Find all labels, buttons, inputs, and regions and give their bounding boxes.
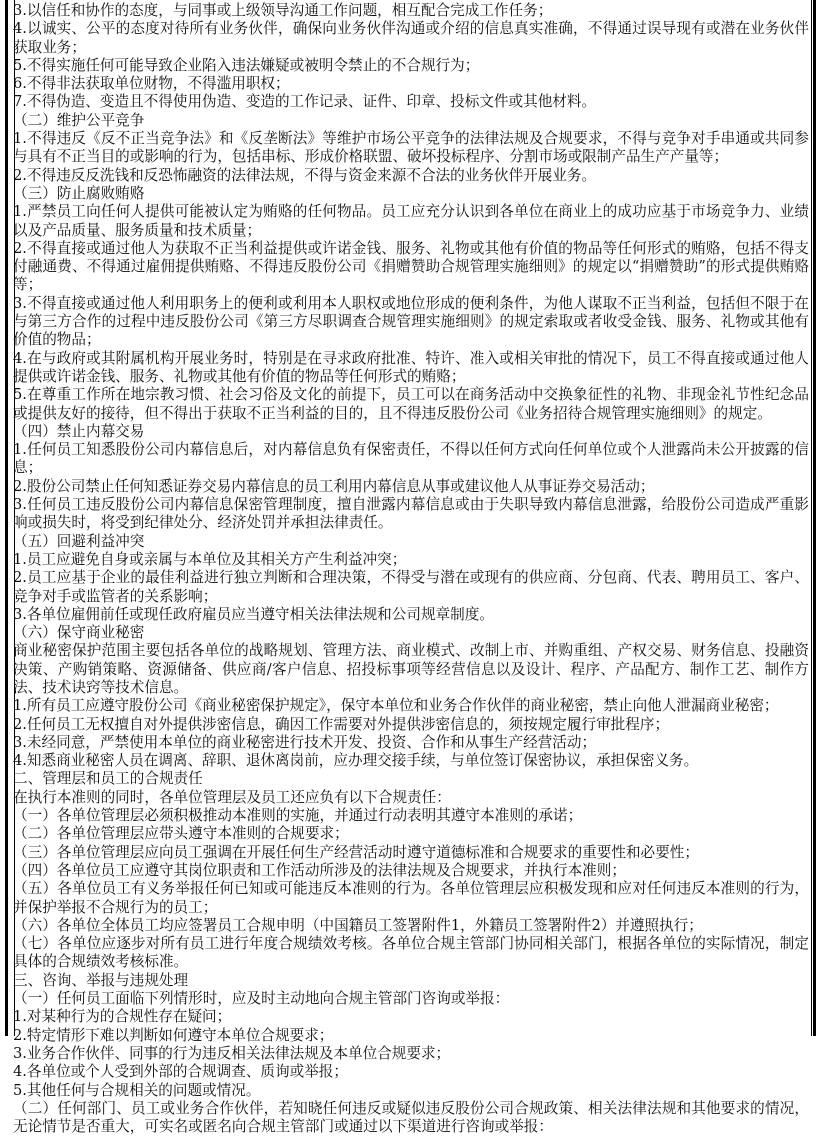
list-item: 1.不得违反《反不正当竞争法》和《反垄断法》等维护市场公平竞争的法律法规及合规要求，不得与竞争对手串通或共同参与具有不正当目的或影响的行为，包括串标、形成价格联盟、破坏投标程序、分割市场或限制产品生产产量等； — [13, 130, 809, 166]
chapter-heading: 二、管理层和员工的合规责任 — [13, 770, 203, 788]
list-item: （一）任何员工面临下列情形时，应及时主动地向合规主管部门咨询或举报： — [13, 990, 510, 1008]
list-item: 6.不得非法获取单位财物，不得滥用职权； — [13, 75, 290, 93]
list-item: （二）各单位管理层应带头遵守本准则的合规要求； — [13, 825, 349, 843]
list-item: 7.不得伪造、变造且不得使用伪造、变造的工作记录、证件、印章、投标文件或其他材料。 — [13, 93, 597, 111]
section-heading: （三）防止腐败贿赂 — [13, 184, 145, 202]
list-item: 3.未经同意，严禁使用本单位的商业秘密进行技术开发、投资、合作和从事生产经营活动； — [13, 733, 597, 751]
list-item: 3.不得直接或通过他人利用职务上的便利或利用本人职权或地位形成的便利条件，为他人谋取不正当利益，包括但不限于在与第三方合作的过程中违反股份公司《第三方尽职调查合规管理实施细则》的规定索取或者收受金钱、服务、礼物或其他有价值的物品； — [13, 294, 809, 349]
list-item: 3.任何员工违反股份公司内幕信息保密管理制度，擅自泄露内幕信息或由于失职导致内幕信息泄露，给股份公司造成严重影响或损失时，将受到纪律处分、经济处罚并承担法律责任。 — [13, 496, 809, 532]
list-item: 3.以信任和协作的态度，与同事或上级领导沟通工作问题，相互配合完成工作任务； — [13, 2, 553, 19]
list-item: 1.对某种行为的合规性存在疑问； — [13, 1008, 232, 1026]
paragraph: 在执行本准则的同时，各单位管理层及员工还应负有以下合规责任： — [13, 788, 451, 806]
list-item: 4.在与政府或其附属机构开展业务时，特别是在寻求政府批准、特许、准入或相关审批的情况下，员工不得直接或通过他人提供或许诺金钱、服务、礼物或其他有价值的物品等任何形式的贿赂； — [13, 349, 809, 385]
list-item: （七）各单位应逐步对所有员工进行年度合规绩效考核。各单位合规主管部门协同相关部门，根据各单位的实际情况，制定具体的合规绩效考核标准。 — [13, 935, 809, 971]
list-item: 4.以诚实、公平的态度对待所有业务伙伴，确保向业务伙伴沟通或介绍的信息真实准确，不得通过误导现有或潜在业务伙伴获取业务； — [13, 20, 809, 56]
list-item: （五）各单位员工有义务举报任何已知或可能违反本准则的行为。各单位管理层应积极发现和应对任何违反本准则的行为，并保护举报不合规行为的员工； — [13, 880, 809, 916]
list-item: （一）各单位管理层必须积极推动本准则的实施，并通过行动表明其遵守本准则的承诺； — [13, 807, 583, 825]
list-item: （三）各单位管理层应向员工强调在开展任何生产经营活动时遵守道德标准和合规要求的重要性和必要性； — [13, 843, 699, 861]
section-heading: （五）回避利益冲突 — [13, 532, 145, 550]
list-item: 3.业务合作伙伴、同事的行为违反相关法律法规及本单位合规要求； — [13, 1044, 451, 1062]
list-item: 2.员工应基于企业的最佳利益进行独立判断和合理决策，不得受与潜在或现有的供应商、分包商、代表、聘用员工、客户、竞争对手或监管者的关系影响； — [13, 569, 809, 605]
list-item: 1.严禁员工向任何人提供可能被认定为贿赂的任何物品。员工应充分认识到各单位在商业上的成功应基于市场竞争力、业绩以及产品质量、服务质量和技术质量； — [13, 203, 809, 239]
list-item: 1.员工应避免自身或亲属与本单位及其相关方产生利益冲突； — [13, 550, 407, 568]
list-item: 1.任何员工知悉股份公司内幕信息后，对内幕信息负有保密责任，不得以任何方式向任何单位或个人泄露尚未公开披露的信息； — [13, 441, 809, 477]
list-item: 4.知悉商业秘密人员在调离、辞职、退休离岗前，应办理交接手续，与单位签订保密协议，承担保密义务。 — [13, 752, 699, 770]
list-item: 2.不得违反反洗钱和反恐怖融资的法律法规，不得与资金来源不合法的业务伙伴开展业务。 — [13, 166, 597, 184]
section-heading: （四）禁止内幕交易 — [13, 422, 145, 440]
list-item: （二）任何部门、员工或业务合作伙伴，若知晓任何违反或疑似违反股份公司合规政策、相关法律法规和其他要求的情况，无论情节是否重大，可实名或匿名向合规主管部门或通过以下渠道进行咨询或举报： — [13, 1099, 809, 1136]
list-item: 3.各单位雇佣前任或现任政府雇员应当遵守相关法律法规和公司规章制度。 — [13, 605, 494, 623]
list-item: 5.不得实施任何可能导致企业陷入违法嫌疑或被明令禁止的不合规行为； — [13, 56, 480, 74]
section-heading: （六）保守商业秘密 — [13, 624, 145, 642]
list-item: （六）各单位全体员工均应签署员工合规申明（中国籍员工签署附件1，外籍员工签署附件2）并遵照执行； — [13, 916, 703, 934]
list-item: 5.在尊重工作所在地宗教习惯、社会习俗及文化的前提下，员工可以在商务活动中交换象征性的礼物、非现金礼节性纪念品或提供友好的接待，但不得出于获取不正当利益的目的，且不得违反股份公司《业务招待合规管理实施细则》的规定。 — [13, 386, 809, 422]
list-item: 1.所有员工应遵守股份公司《商业秘密保护规定》，保守本单位和业务合作伙伴的商业秘密，禁止向他人泄漏商业秘密； — [13, 697, 779, 715]
list-item: 2.不得直接或通过他人为获取不正当利益提供或许诺金钱、服务、礼物或其他有价值的物品等任何形式的贿赂，包括不得支付融通费、不得通过雇佣提供贿赂、不得违反股份公司《捐赠赞助合规管理实施细则》的规定以“捐赠赞助”的形式提供贿赂等； — [13, 239, 809, 294]
document-body — [13, 2, 809, 1136]
list-item: 4.各单位或个人受到外部的合规调查、质询或举报； — [13, 1063, 348, 1081]
list-item: （四）各单位员工应遵守其岗位职责和工作活动所涉及的法律法规及合规要求，并执行本准则； — [13, 861, 626, 879]
section-heading: （二）维护公平竞争 — [13, 111, 145, 129]
list-item: 2.股份公司禁止任何知悉证券交易内幕信息的员工利用内幕信息从事或建议他人从事证券交易活动； — [13, 477, 655, 495]
list-item: 2.任何员工无权擅自对外提供涉密信息，确因工作需要对外提供涉密信息的，须按规定履行审批程序； — [13, 715, 670, 733]
chapter-heading: 三、咨询、举报与违规处理 — [13, 971, 189, 989]
paragraph: 商业秘密保护范围主要包括各单位的战略规划、管理方法、商业模式、改制上市、并购重组、产权交易、财务信息、投融资决策、产购销策略、资源储备、供应商/客户信息、招投标事项等经营信息以及设计、程序、产品配方、制作工艺、制作方法、技术诀窍等技术信息。 — [13, 642, 809, 696]
list-item: 2.特定情形下难以判断如何遵守本单位合规要求； — [13, 1026, 334, 1044]
list-item: 5.其他任何与合规相关的问题或情况。 — [13, 1081, 261, 1099]
